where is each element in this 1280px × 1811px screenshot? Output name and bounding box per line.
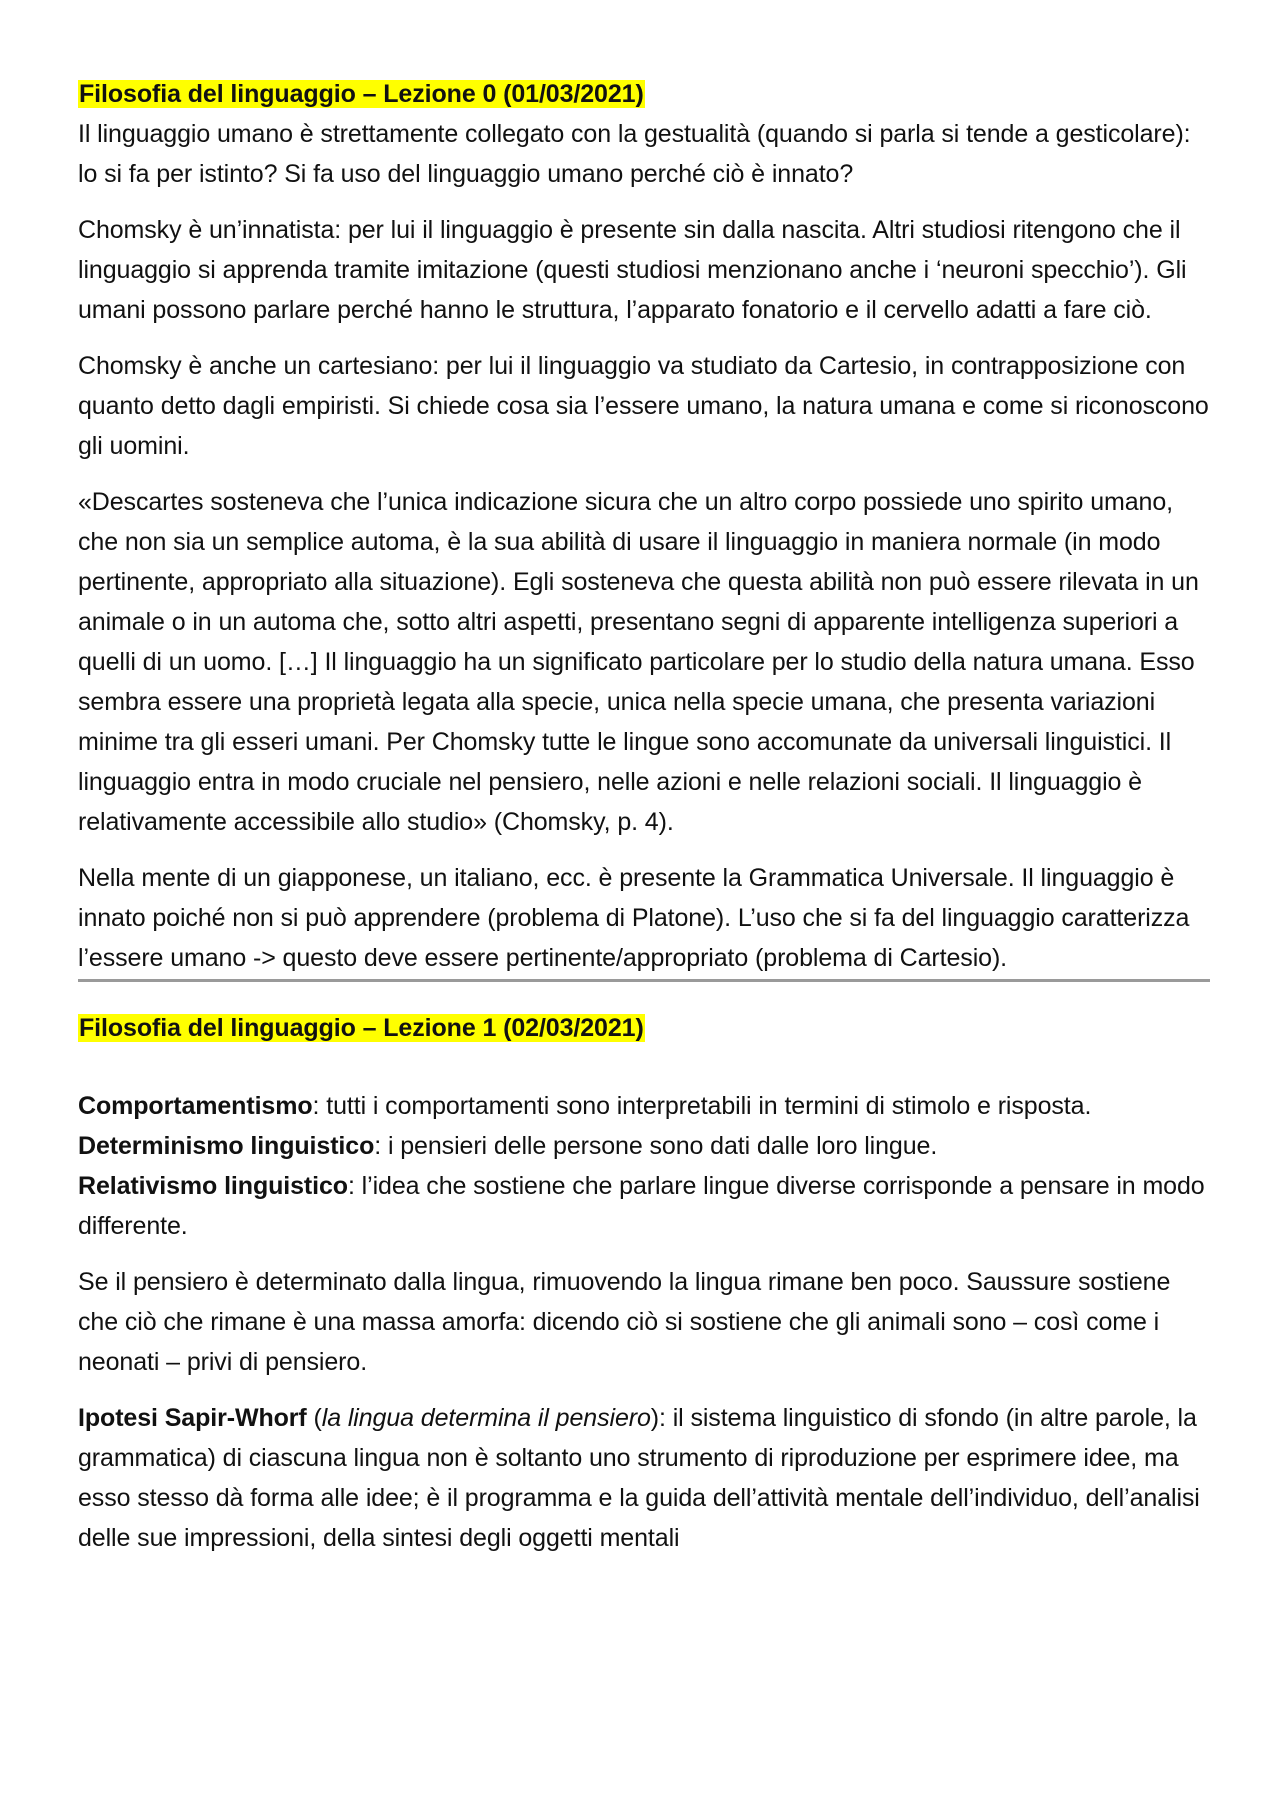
document-page	[78, 74, 1210, 1574]
lesson-0-quote-paragraph: «Descartes sosteneva che l’unica indicazione sicura che un altro corpo possiede uno spirito umano, che non sia un semplice automa, è la sua abilità di usare il linguaggio in maniera normale (in modo pertinente, appropriato alla situazione). Egli sosteneva che questa abilità non può essere rilevata in un animale o in un automa che, sotto altri aspetti, presentano segni di apparente intelligenza superiori a quelli di un uomo. […] Il linguaggio ha un significato particolare per lo studio della natura umana. Esso sembra essere una proprietà legata alla specie, unica nella specie umana, che presenta variazioni minime tra gli esseri umani. Per Chomsky tutte le lingue sono accomunate da universali linguistici. Il linguaggio entra in modo cruciale nel pensiero, nelle azioni e nelle relazioni sociali. Il linguaggio è relativamente accessibile allo studio» (Chomsky, p. 4).	[78, 488, 1199, 836]
sapir-whorf-text: ): il sistema linguistico di sfondo (in altre parole, la grammatica) di ciascuna lingua non è soltanto uno strumento di riproduzione per esprimere idee, ma esso stesso dà forma alle idee; è il programma e la guida dell’attività mentale dell’individuo, dell’analisi delle sue impressioni, della sintesi degli oggetti mentali	[78, 1404, 1200, 1552]
lesson-0-paragraph-2: Chomsky è un’innatista: per lui il linguaggio è presente sin dalla nascita. Altri studiosi ritengono che il linguaggio si apprenda tramite imitazione (questi studiosi menzionano anche i ‘neuroni specchio’). Gli umani possono parlare perché hanno le struttura, l’apparato fonatorio e il cervello adatti a fare ciò.	[78, 216, 1187, 324]
lesson-0-heading-text: Filosofia del linguaggio – Lezione 0 (01/03/2021)	[79, 80, 644, 108]
lesson-0-paragraph-1: Il linguaggio umano è strettamente collegato con la gestualità (quando si parla si tende a gesticolare): lo si fa per istinto? Si fa uso del linguaggio umano perché ciò è innato?	[78, 120, 1191, 188]
heading-spacer	[78, 1048, 1210, 1086]
definition-text: : i pensieri delle persone sono dati dalle loro lingue.	[374, 1132, 938, 1160]
section-divider	[78, 979, 1210, 982]
saussure-paragraph: Se il pensiero è determinato dalla lingua, rimuovendo la lingua rimane ben poco. Saussure sostiene che ciò che rimane è una massa amorfa: dicendo ciò si sostiene che gli animali sono – così come i neonati – privi di pensiero.	[78, 1268, 1171, 1376]
lesson-1-heading	[78, 1008, 1210, 1048]
definition-term: Relativismo linguistico	[78, 1172, 348, 1200]
definition-relativismo	[78, 1166, 1210, 1246]
definition-determinismo	[78, 1126, 1210, 1166]
definition-comportamentismo	[78, 1086, 1210, 1126]
definitions-list	[78, 1086, 1210, 1246]
sapir-whorf-term: Ipotesi Sapir-Whorf	[78, 1404, 307, 1432]
definition-term: Determinismo linguistico	[78, 1132, 375, 1160]
lesson-0-paragraph-3: Chomsky è anche un cartesiano: per lui il linguaggio va studiato da Cartesio, in contrapposizione con quanto detto dagli empiristi. Si chiede cosa sia l’essere umano, la natura umana e come si riconoscono gli uomini.	[78, 352, 1209, 460]
sapir-whorf-paragraph	[78, 1398, 1210, 1558]
lesson-0-paragraph-5: Nella mente di un giapponese, un italiano, ecc. è presente la Grammatica Universale. Il linguaggio è innato poiché non si può apprendere (problema di Platone). L’uso che si fa del linguaggio caratterizza l’essere umano -> questo deve essere pertinente/appropriato (problema di Cartesio).	[78, 864, 1190, 972]
lesson-0-heading	[78, 74, 1210, 114]
lesson-1-heading-text: Filosofia del linguaggio – Lezione 1 (02/03/2021)	[79, 1014, 644, 1042]
definition-term: Comportamentismo	[78, 1092, 313, 1120]
sapir-whorf-open-paren: (	[306, 1404, 322, 1432]
definition-text: : tutti i comportamenti sono interpretabili in termini di stimolo e risposta.	[312, 1092, 1092, 1120]
definition-text: : l’idea che sostiene che parlare lingue diverse corrisponde a pensare in modo differente.	[78, 1172, 1205, 1240]
sapir-whorf-italic: la lingua determina il pensiero	[321, 1404, 651, 1432]
